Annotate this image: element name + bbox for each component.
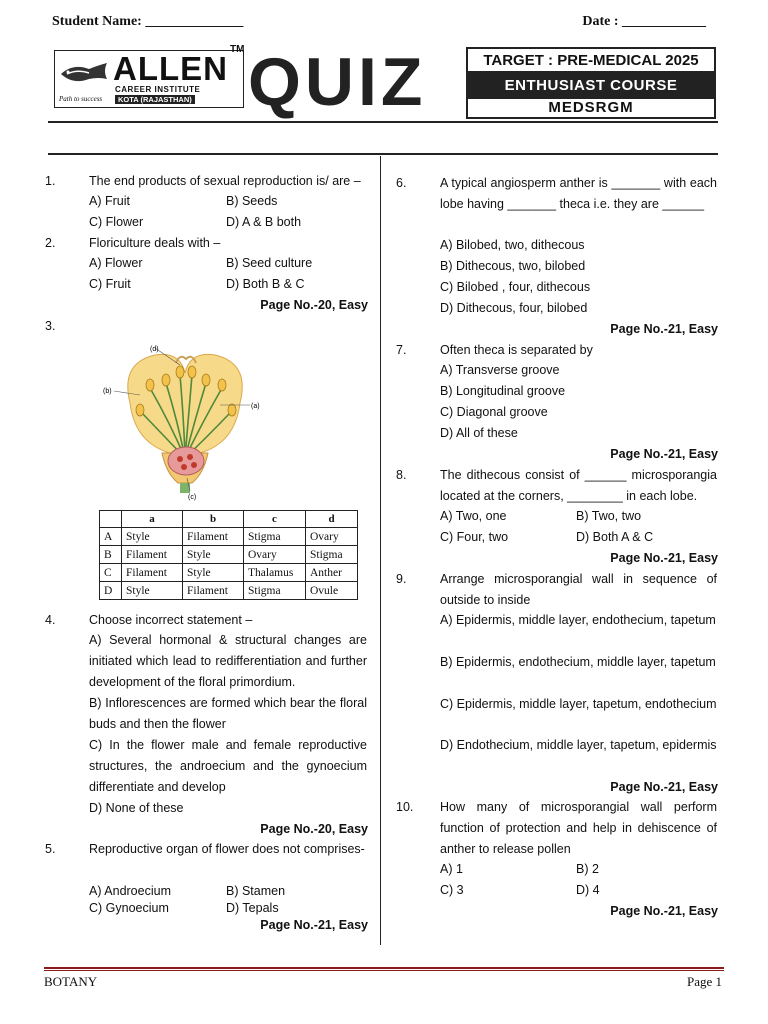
header-divider xyxy=(48,121,718,123)
table-cell: C xyxy=(100,564,122,582)
question-3 xyxy=(45,316,75,336)
option-d: D) Dithecous, four, bilobed xyxy=(440,301,588,315)
option-d: D) Tepals xyxy=(226,901,279,915)
table-cell: Style xyxy=(183,546,244,564)
page-reference: Page No.-20, Easy xyxy=(260,822,368,836)
question-4 xyxy=(45,610,370,840)
option-a: A) Epidermis, middle layer, endothecium, tapetum xyxy=(440,613,716,627)
option-a: A) Several hormonal & structural changes are initiated which lead to redifferentiation and further development of the floral primordium. xyxy=(89,633,367,689)
flower-diagram xyxy=(100,343,270,503)
option-b: B) Inflorescences are formed which bear the floral buds and then the flower xyxy=(89,696,367,731)
option-b: B) 2 xyxy=(576,862,599,876)
table-header: c xyxy=(244,511,306,528)
question-number: 5. xyxy=(45,842,56,856)
course-label: ENTHUSIAST COURSE xyxy=(468,73,714,99)
option-a: A) Fruit xyxy=(89,194,130,208)
question-text: Often theca is separated by xyxy=(440,343,593,357)
option-c: C) In the flower male and female reproductive structures, the androecium and the gynoecium differentiate and develop xyxy=(89,738,367,794)
table-cell: Filament xyxy=(122,546,183,564)
option-a: A) Transverse groove xyxy=(440,363,560,377)
option-b: B) Epidermis, endothecium, middle layer, tapetum xyxy=(440,655,716,669)
table-cell: Ovary xyxy=(306,528,358,546)
option-a: A) Flower xyxy=(89,256,143,270)
student-name-label: Student Name: ______________ xyxy=(52,14,244,29)
question-number: 6. xyxy=(396,176,407,190)
date-label: Date : ____________ xyxy=(582,14,706,29)
brand-line1: CAREER INSTITUTE xyxy=(115,85,201,94)
question-text: The end products of sexual reproduction is/ are – xyxy=(89,174,361,188)
option-b: B) Seeds xyxy=(226,194,278,208)
option-d: D) None of these xyxy=(89,801,184,815)
table-row xyxy=(100,546,358,564)
question-text: A typical angiosperm anther is _______ with each lobe having _______ theca i.e. they are ______ xyxy=(440,176,717,211)
trademark: TM xyxy=(230,44,245,55)
option-d: D) Endothecium, middle layer, tapetum, epidermis xyxy=(440,738,717,752)
table-cell: D xyxy=(100,582,122,600)
table-cell: Filament xyxy=(122,564,183,582)
option-c: C) 3 xyxy=(440,883,464,897)
question-number: 10. xyxy=(396,800,414,814)
table-cell: Stigma xyxy=(306,546,358,564)
figure-label-d: (d) xyxy=(150,346,159,353)
table-cell: Filament xyxy=(183,528,244,546)
brand-tagline: Path to success xyxy=(59,95,103,103)
table-cell: Style xyxy=(183,564,244,582)
option-d: D) 4 xyxy=(576,883,600,897)
page-reference: Page No.-21, Easy xyxy=(610,551,718,565)
option-c: C) Diagonal groove xyxy=(440,405,548,419)
table-row xyxy=(100,582,358,600)
option-c: C) Fruit xyxy=(89,277,131,291)
option-c: C) Flower xyxy=(89,215,144,229)
question-text: Arrange microsporangial wall in sequence of outside to inside xyxy=(440,572,717,607)
option-b: B) Seed culture xyxy=(226,256,313,270)
option-b: B) Two, two xyxy=(576,509,642,523)
content-top-divider xyxy=(48,153,718,155)
question-number: 9. xyxy=(396,572,407,586)
option-d: D) All of these xyxy=(440,426,518,440)
option-c: C) Bilobed , four, dithecous xyxy=(440,280,591,294)
quiz-header xyxy=(50,44,718,126)
footer-divider xyxy=(44,967,724,969)
option-c: C) Epidermis, middle layer, tapetum, endothecium xyxy=(440,697,717,711)
footer-page-number: Page 1 xyxy=(686,974,722,989)
question-8 xyxy=(396,465,718,570)
question-1 xyxy=(45,171,370,231)
question-text: How many of microsporangial wall perform function of protection and help in dehiscence of anther to release pollen xyxy=(440,800,717,856)
question-text: The dithecous consist of ______ microsporangia located at the corners, ________ in each lobe. xyxy=(440,468,717,503)
target-label: TARGET : PRE-MEDICAL 2025 xyxy=(468,49,714,73)
page-reference: Page No.-21, Easy xyxy=(610,780,718,794)
table-cell: Anther xyxy=(306,564,358,582)
option-c: C) Four, two xyxy=(440,530,509,544)
course-code: MEDSRGM xyxy=(548,99,634,116)
page-reference: Page No.-20, Easy xyxy=(260,298,368,312)
allen-logo xyxy=(54,50,244,108)
option-d: D) Both A & C xyxy=(576,530,654,544)
column-divider xyxy=(380,156,381,945)
table-cell: Thalamus xyxy=(244,564,306,582)
table-cell: Style xyxy=(122,582,183,600)
table-header: b xyxy=(183,511,244,528)
table-header xyxy=(100,511,122,528)
table-cell: Ovule xyxy=(306,582,358,600)
fish-logo-icon xyxy=(59,61,109,87)
footer-subject: BOTANY xyxy=(44,974,98,989)
page-reference: Page No.-21, Easy xyxy=(610,447,718,461)
match-table xyxy=(99,510,358,600)
question-number: 7. xyxy=(396,343,407,357)
table-cell: Filament xyxy=(183,582,244,600)
table-header-row xyxy=(100,511,358,528)
table-cell: Stigma xyxy=(244,582,306,600)
option-a: A) Two, one xyxy=(440,509,507,523)
option-d: D) A & B both xyxy=(226,215,302,229)
table-cell: A xyxy=(100,528,122,546)
page-reference: Page No.-21, Easy xyxy=(260,918,368,932)
question-number: 1. xyxy=(45,174,56,188)
option-a: A) Androecium xyxy=(89,884,171,898)
target-box xyxy=(466,47,716,119)
question-number: 4. xyxy=(45,613,56,627)
question-number: 3. xyxy=(45,319,56,333)
question-text: Choose incorrect statement – xyxy=(89,613,253,627)
question-text: Reproductive organ of flower does not comprises- xyxy=(89,842,365,856)
brand-name: ALLEN xyxy=(113,50,228,87)
table-row xyxy=(100,528,358,546)
table-row xyxy=(100,564,358,582)
question-text: Floriculture deals with – xyxy=(89,236,221,250)
option-a: A) Bilobed, two, dithecous xyxy=(440,238,585,252)
option-b: B) Stamen xyxy=(226,884,286,898)
question-5 xyxy=(45,839,370,939)
option-a: A) 1 xyxy=(440,862,463,876)
table-header: a xyxy=(122,511,183,528)
table-header: d xyxy=(306,511,358,528)
page-reference: Page No.-21, Easy xyxy=(610,904,718,918)
question-7 xyxy=(396,340,718,465)
table-cell: Stigma xyxy=(244,528,306,546)
question-10 xyxy=(396,797,718,927)
footer-divider-thin xyxy=(44,970,724,971)
question-number: 8. xyxy=(396,468,407,482)
option-b: B) Longitudinal groove xyxy=(440,384,566,398)
question-9 xyxy=(396,569,718,799)
option-d: D) Both B & C xyxy=(226,277,305,291)
table-cell: B xyxy=(100,546,122,564)
table-cell: Ovary xyxy=(244,546,306,564)
figure-label-b: (b) xyxy=(103,388,112,395)
table-cell: Style xyxy=(122,528,183,546)
page-title: QUIZ xyxy=(248,44,427,120)
question-6 xyxy=(396,173,718,343)
question-2 xyxy=(45,233,370,317)
page-reference: Page No.-21, Easy xyxy=(610,322,718,336)
question-number: 2. xyxy=(45,236,56,250)
figure-label-a: (a) xyxy=(251,403,260,410)
option-c: C) Gynoecium xyxy=(89,901,169,915)
brand-line2: KOTA (RAJASTHAN) xyxy=(115,95,195,104)
option-b: B) Dithecous, two, bilobed xyxy=(440,259,586,273)
figure-label-c: (c) xyxy=(188,494,197,501)
